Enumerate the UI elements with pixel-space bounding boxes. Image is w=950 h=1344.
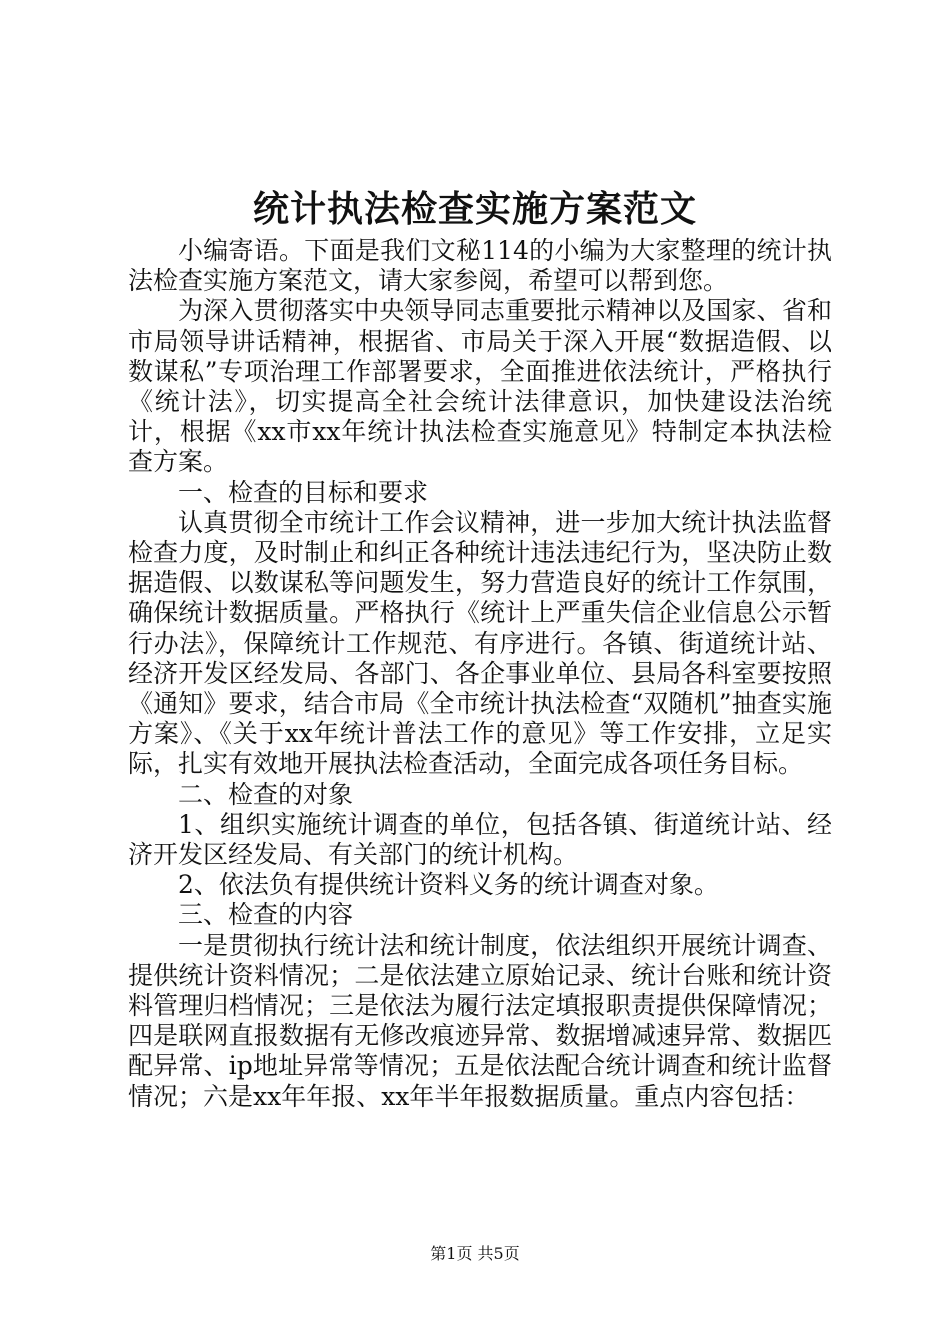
list-item-target-1: 1、组织实施统计调查的单位，包括各镇、街道统计站、经济开发区经发局、有关部门的统计机构。	[128, 809, 832, 870]
section-heading-targets: 二、检查的对象	[178, 779, 354, 809]
page-footer: 第1页 共5页	[430, 1244, 520, 1263]
paragraph-content: 一是贯彻执行统计法和统计制度，依法组织开展统计调查、提供统计资料情况；二是依法建立原始记录、统计台账和统计资料管理归档情况；三是依法为履行法定填报职责提供保障情况；四是联网直报数据有无修改痕迹异常、数据增减速异常、数据匹配异常、ip地址异常等情况；五是依法配合统计调查和统计监督情况；六是xx年年报、xx年半年报数据质量。重点内容包括：	[128, 930, 832, 1111]
paragraph-intro: 小编寄语。下面是我们文秘114的小编为大家整理的统计执法检查实施方案范文，请大家参阅，希望可以帮到您。	[128, 236, 832, 296]
document-body	[128, 236, 832, 1112]
list-item-target-2: 2、依法负有提供统计资料义务的统计调查对象。	[178, 870, 719, 900]
document-title: 统计执法检查实施方案范文	[252, 188, 697, 230]
section-heading-content: 三、检查的内容	[178, 900, 354, 930]
paragraph-background: 为深入贯彻落实中央领导同志重要批示精神以及国家、省和市局领导讲话精神，根据省、市局关于深入开展“数据造假、以数谋私”专项治理工作部署要求，全面推进依法统计，严格执行《统计法》，切实提高全社会统计法律意识，加快建设法治统计，根据《xx市xx年统计执法检查实施意见》特制定本执法检查方案。	[128, 296, 832, 477]
paragraph-goals: 认真贯彻全市统计工作会议精神，进一步加大统计执法监督检查力度，及时制止和纠正各种统计违法违纪行为，坚决防止数据造假、以数谋私等问题发生，努力营造良好的统计工作氛围，确保统计数据质量。严格执行《统计上严重失信企业信息公示暂行办法》，保障统计工作规范、有序进行。各镇、街道统计站、经济开发区经发局、各部门、各企事业单位、县局各科室要按照《通知》要求，结合市局《全市统计执法检查“双随机”抽查实施方案》、《关于xx年统计普法工作的意见》等工作安排，立足实际，扎实有效地开展执法检查活动，全面完成各项任务目标。	[128, 507, 832, 779]
section-heading-goals: 一、检查的目标和要求	[178, 477, 429, 507]
